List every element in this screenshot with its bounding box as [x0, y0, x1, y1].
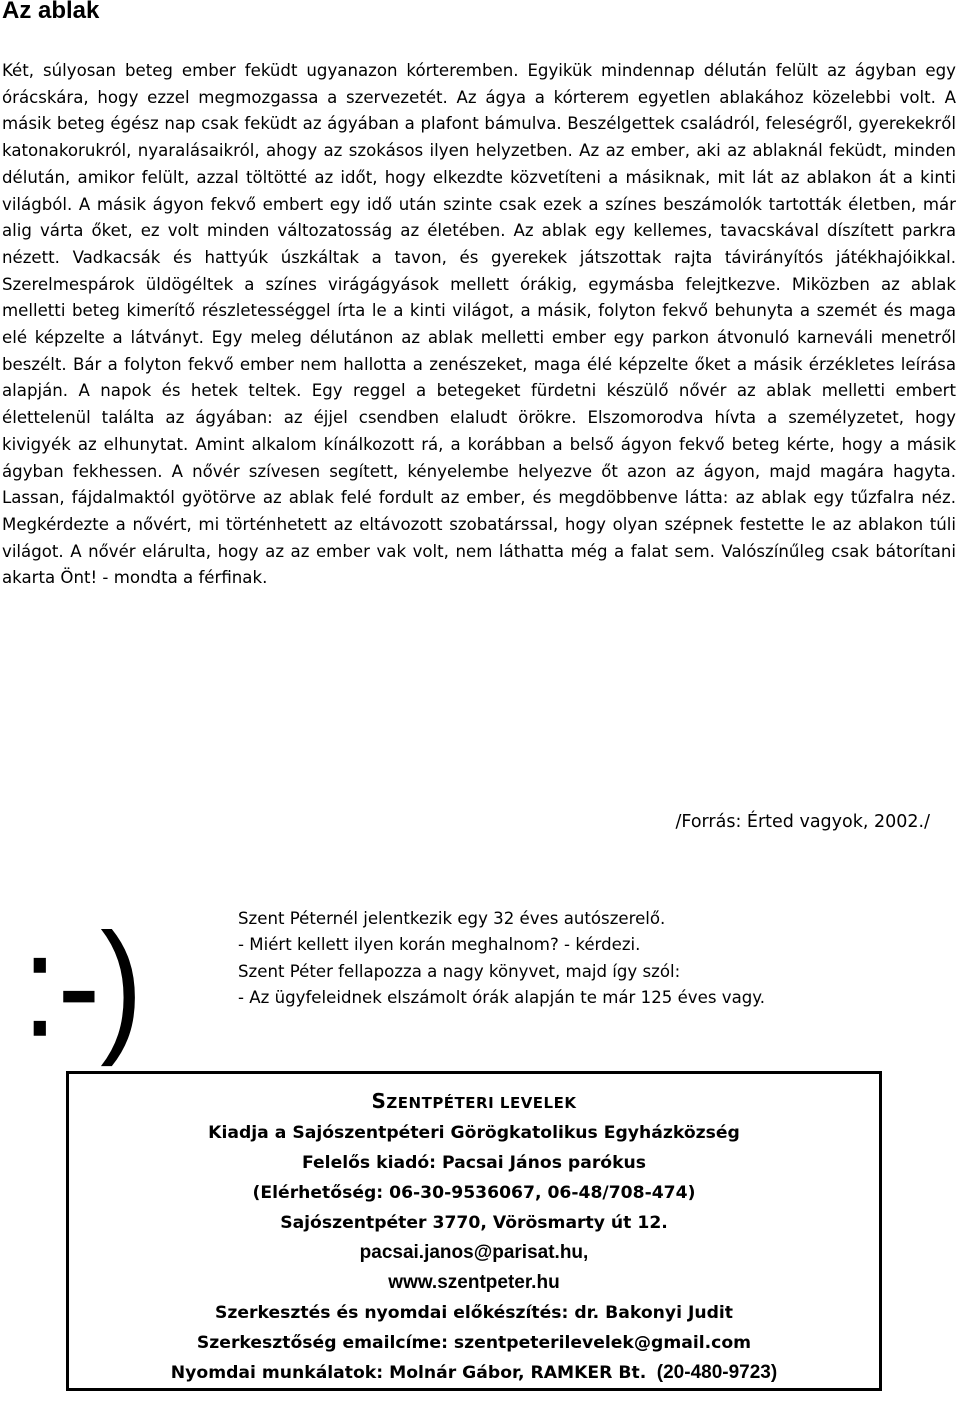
source-citation: /Forrás: Érted vagyok, 2002./ [675, 812, 930, 832]
responsible-publisher-line: Felelős kiadó: Pacsai János parókus [301, 1153, 646, 1173]
address-line: Sajószentpéter 3770, Vörösmarty út 12. [280, 1213, 668, 1233]
joke-line: - Miért kellett ilyen korán meghalnom? - kérdezi. [238, 935, 641, 955]
colophon-box [66, 1071, 882, 1391]
contact-line: (Elérhetőség: 06-30-9536067, 06-48/708-474) [252, 1183, 696, 1203]
joke-line: Szent Péternél jelentkezik egy 32 éves autószerelő. [238, 909, 666, 928]
publication-name [69, 1086, 879, 1118]
joke-line: Szent Péter fellapozza a nagy könyvet, majd így szól: [238, 961, 681, 981]
printing-company: RAMKER Bt. [530, 1363, 647, 1383]
publisher-line: Kiadja a Sajószentpéteri Görögkatolikus Egyházközség [208, 1123, 740, 1143]
page-title: Az ablak [2, 0, 100, 24]
joke-line: - Az ügyfeleidnek elszámolt órák alapján te már 125 éves vagy. [238, 987, 765, 1007]
printing-label: Nyomdai munkálatok: Molnár Gábor, [170, 1363, 531, 1383]
publication-initial: S [371, 1089, 387, 1113]
story-text: Két, súlyosan beteg ember feküdt ugyanazon kórteremben. Egyikük mindennap délután felült az ágyban egy órácskára, hogy ezzel megmozgassa a szervezetét. Az ágya a kórterem egyetlen ablakához közelebbi volt. A másik beteg égész nap csak feküdt az ágyában a plafont bámulva. Beszélgettek családról, feleségről, gyerekekről katonakorukról, nyaralásaikról, ahogy az szokásos ilyen helyzetben. Az az ember, aki az ablaknál feküdt, minden délután, amikor felült, azzal töltötté az időt, hogy elkezdte közvetíteni a másiknak, mit lát az ablakon át a kinti világból. A másik ágyon fekvő embert egy idő után szinte csak ezek a színes beszámolók tartották életben, már alig várta őket, ez volt minden változatosság az életében. Az ablak egy kellemes, tavacskával díszített parkra nézett. Vadkacsák és hattyúk úszkáltak a tavon, és gyerekek játszottak rajta távirányítós játékhajóikkal. Szerelmespárok üldögéltek a színes virágágyások mellett órákig, egymásba felejtkezve. Miközben az ablak melletti beteg kimerítő részletességgel írta le a kinti világot, a másik, folyton fekvő behunyta a szemét és maga elé képzelte a látványt. Egy meleg délutánon az ablak melletti ember egy parkon átvonuló karneváli menetről beszélt. Bár a folyton fekvő ember nem hallotta a zenészeket, maga élé képzelte őket a másik érzékletes leírása alapján. A napok és hetek teltek. Egy reggel a betegeket fürdetni készülő nővér az ablak melletti embert élettelenül találta az ágyában: az éjjel csendben elaludt örökre. Elszomorodva hívta a személyzetet, hogy kivigyék az elhunytat. Amint alkalom kínálkozott rá, a korábban a belső ágyon fekvő beteg kérte, hogy a másik ágyban fekhessen. A nővér szívesen segített, kényelembe helyezve őt azon az ágyon, majd magára hagyta. Lassan, fájdalmaktól gyötörve az ablak felé fordult az ember, és megdöbbenve látta: az ablak egy tűzfalra néz. Megkérdezte a nővért, mi történhetett az eltávozott szobatárssal, hogy olyan szépnek festette le az ablakon túli világot. A nővér elárulta, hogy az az ember vak volt, nem láthatta még a falat sem. Valószínűleg csak bátorítani akarta Önt! - mondta a férfinak. [2, 61, 956, 588]
printing-phone: (20-480-9723) [646, 1362, 778, 1383]
smiley-emoticon: :-) [22, 903, 143, 1068]
website-line: www.szentpeter.hu [388, 1272, 560, 1293]
printing-line [69, 1358, 879, 1388]
email-line: pacsai.janos@parisat.hu, [359, 1242, 589, 1263]
joke-text [238, 906, 765, 1011]
editing-line: Szerkesztés és nyomdai előkészítés: dr. Bakonyi Judit [214, 1303, 733, 1323]
publication-rest: ZENTPÉTERI LEVELEK [386, 1094, 577, 1112]
editorial-email-line: Szerkesztőség emailcíme: szentpeterilevelek@gmail.com [196, 1333, 752, 1353]
